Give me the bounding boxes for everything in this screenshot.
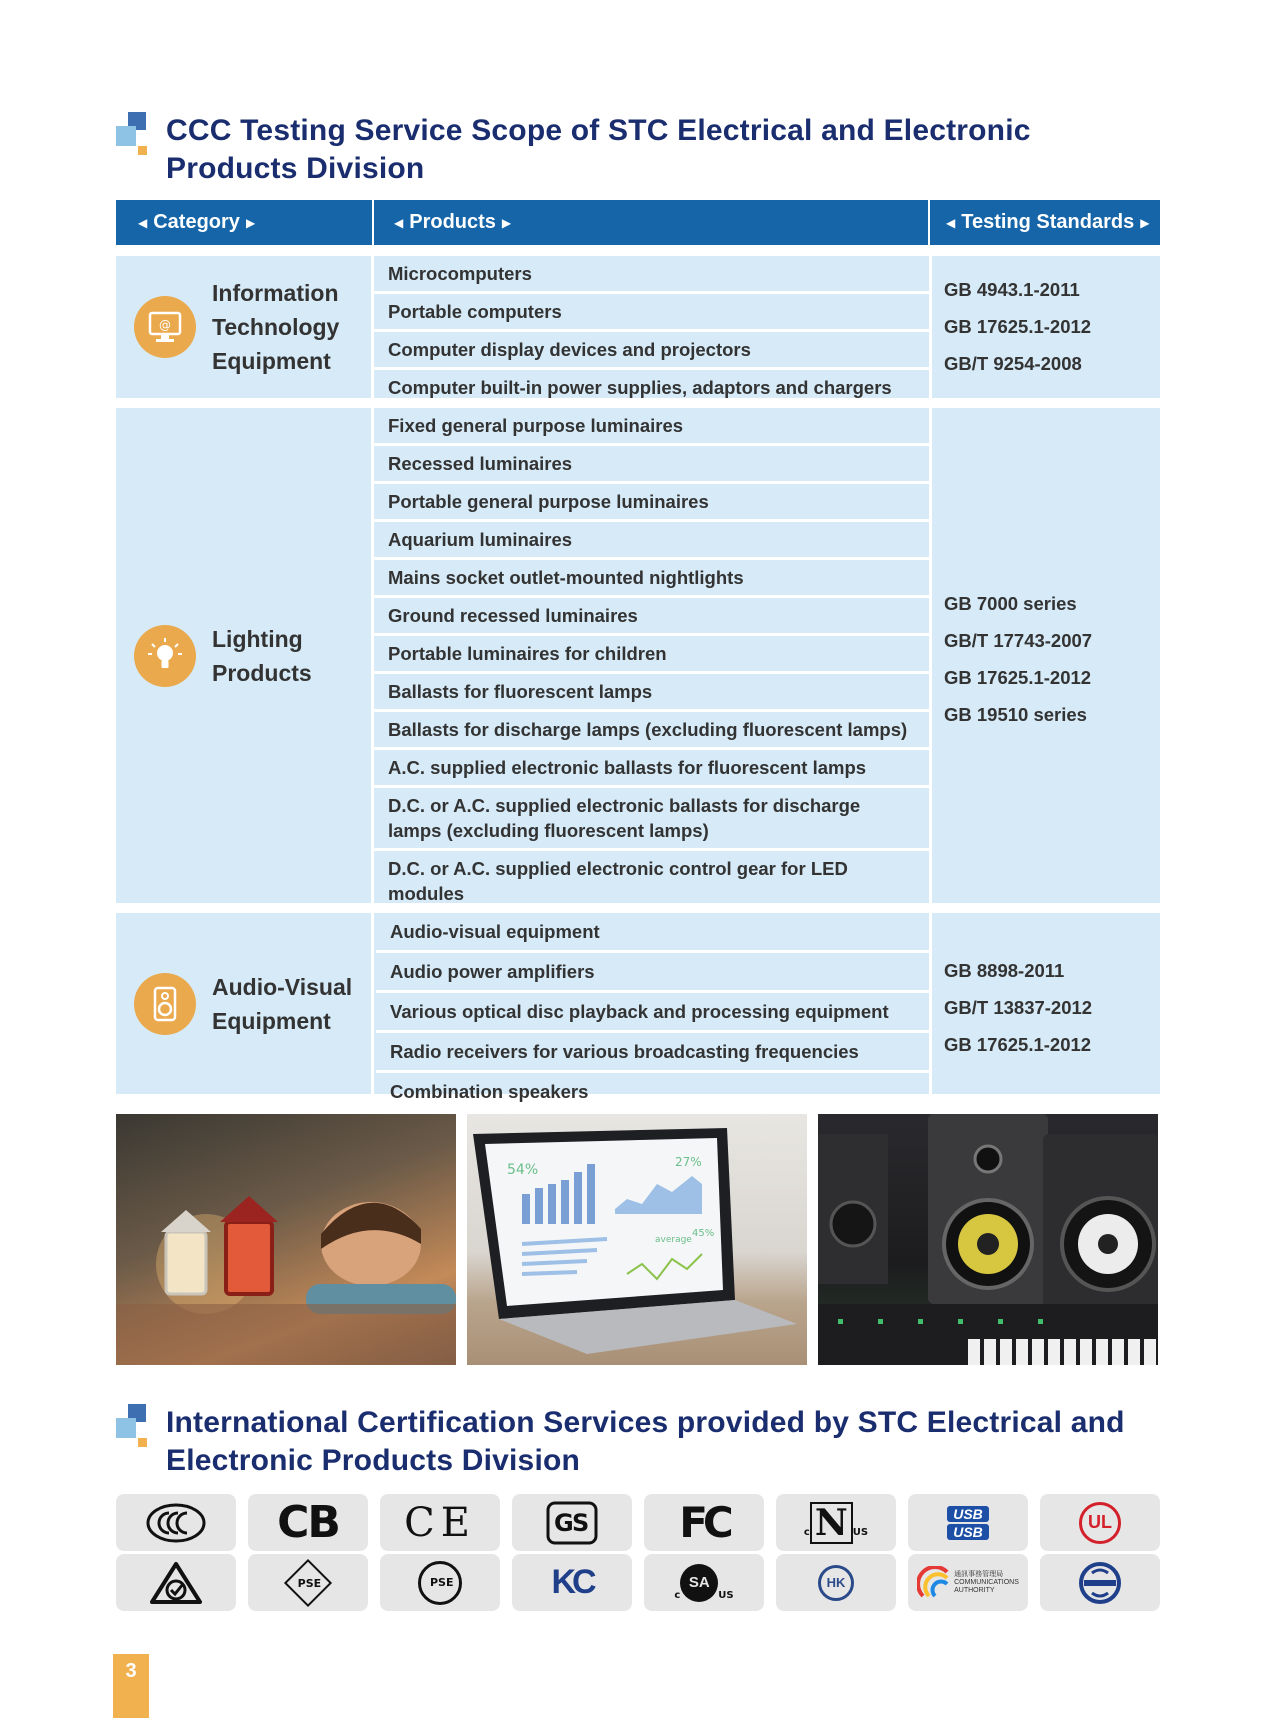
logo-text: HK — [826, 1575, 846, 1590]
table-header-products — [374, 200, 928, 245]
list-item: Computer built-in power supplies, adaptors and chargers — [388, 377, 892, 398]
list-item: A.C. supplied electronic ballasts for fluorescent lamps — [374, 750, 930, 788]
standard-item: GB/T 17743-2007 — [944, 630, 1093, 651]
stat-label: 27% — [675, 1155, 702, 1169]
list-item: Combination speakers — [390, 1081, 589, 1102]
list-item: Microcomputers — [374, 256, 930, 294]
usb-mark-icon — [908, 1494, 1028, 1551]
standard-item: GB/T 13837-2012 — [944, 997, 1093, 1018]
category-name — [212, 970, 352, 1038]
list-item: D.C. or A.C. supplied electronic control gear for LED modules — [388, 858, 848, 904]
logo-text: c — [674, 1590, 681, 1601]
category-name — [212, 276, 339, 378]
csa-mark-icon — [644, 1554, 764, 1611]
list-item: Computer display devices and projectors — [374, 332, 930, 370]
category-cell — [116, 256, 372, 398]
logo-text: KC — [551, 1563, 593, 1601]
monitor-icon — [134, 296, 196, 358]
logo-text: AUTHORITY — [954, 1586, 995, 1594]
nrtl-mark-icon — [776, 1494, 896, 1551]
section-title — [166, 1404, 1125, 1480]
table-header-category — [116, 200, 372, 245]
products-list — [374, 256, 930, 405]
list-item: Fixed general purpose luminaires — [374, 408, 930, 446]
list-item: Ground recessed luminaires — [374, 598, 930, 636]
page-number: 3 — [113, 1654, 149, 1718]
gs-mark-icon — [512, 1494, 632, 1551]
photo-laptop-dashboard — [467, 1114, 807, 1365]
list-item: Aquarium luminaires — [374, 522, 930, 560]
triangle-left-icon: ◀ — [394, 215, 404, 230]
logo-text: UL — [1088, 1512, 1112, 1532]
category-name — [212, 622, 312, 690]
logo-text: USB — [947, 1506, 989, 1522]
stat-label: 45% — [692, 1228, 715, 1239]
rcm-mark-icon — [116, 1554, 236, 1611]
standard-item: GB 17625.1-2012 — [944, 316, 1092, 337]
logo-text: SA — [688, 1574, 710, 1591]
section-title — [166, 112, 1031, 188]
section-title-line2: Electronic Products Division — [166, 1444, 581, 1477]
list-item: Ballasts for fluorescent lamps — [374, 674, 930, 712]
list-item: Various optical disc playback and processing equipment — [376, 993, 930, 1033]
standards-list — [932, 277, 1160, 388]
list-item: Radio receivers for various broadcasting frequencies — [376, 1033, 930, 1073]
ce-mark-icon — [380, 1494, 500, 1551]
standard-item: GB 19510 series — [944, 704, 1087, 725]
kc-mark-icon — [512, 1554, 632, 1611]
list-item: Audio-visual equipment — [376, 913, 930, 953]
stat-label: average — [655, 1235, 692, 1245]
section-title-line1: International Certification Services provided by STC Electrical and — [166, 1406, 1125, 1439]
logo-text: USB — [947, 1524, 989, 1540]
category-line: Lighting — [212, 625, 303, 652]
list-item: Portable general purpose luminaires — [374, 484, 930, 522]
lightbulb-icon — [134, 625, 196, 687]
standards-list — [932, 591, 1160, 739]
triangle-right-icon: ▶ — [1140, 215, 1150, 230]
stat-label: 54% — [507, 1162, 539, 1178]
photo-child-with-lanterns — [116, 1114, 456, 1365]
category-line: Equipment — [212, 1007, 331, 1034]
bsmi-mark-icon — [1040, 1554, 1160, 1611]
products-list — [374, 913, 930, 1110]
section-bullet-icon — [116, 112, 148, 156]
photo-studio-speakers — [818, 1114, 1158, 1365]
list-item: Audio power amplifiers — [376, 953, 930, 993]
section-title-line1: CCC Testing Service Scope of STC Electrical and Electronic — [166, 114, 1031, 147]
logo-text: US — [852, 1527, 869, 1538]
standard-item: GB 8898-2011 — [944, 960, 1065, 981]
standard-item: GB 17625.1-2012 — [944, 667, 1092, 688]
communications-authority-logo — [908, 1554, 1028, 1611]
logo-text: N — [810, 1502, 853, 1544]
list-item: Portable luminaires for children — [374, 636, 930, 674]
table-group-it-equipment — [116, 256, 1160, 398]
table-header-standards — [930, 200, 1160, 245]
list-item: D.C. or A.C. supplied electronic ballasts for discharge lamps (excluding fluorescent lamps) — [374, 788, 930, 851]
standard-item: GB 17625.1-2012 — [944, 1034, 1092, 1055]
triangle-left-icon: ◀ — [138, 215, 148, 230]
category-cell — [116, 913, 372, 1094]
speaker-icon — [134, 973, 196, 1035]
hk-mark-icon — [776, 1554, 896, 1611]
logo-text: c — [803, 1527, 810, 1538]
category-line: Products — [212, 659, 312, 686]
logo-text: PSE — [298, 1576, 322, 1589]
logo-text: PSE — [430, 1576, 454, 1589]
triangle-left-icon: ◀ — [946, 215, 956, 230]
cb-mark-icon — [248, 1494, 368, 1551]
logo-text: 通訊事務管理局 — [954, 1570, 1004, 1578]
standard-item: GB/T 9254-2008 — [944, 353, 1082, 374]
products-list — [374, 408, 930, 911]
list-item: Mains socket outlet-mounted nightlights — [374, 560, 930, 598]
header-label: Testing Standards — [961, 211, 1135, 233]
ul-mark-icon — [1040, 1494, 1160, 1551]
section-bullet-icon — [116, 1404, 148, 1448]
category-cell — [116, 408, 372, 903]
list-item: Ballasts for discharge lamps (excluding fluorescent lamps) — [374, 712, 930, 750]
header-label: Category — [153, 211, 240, 233]
list-item: Recessed luminaires — [374, 446, 930, 484]
svg-text:@: @ — [159, 318, 171, 332]
svg-text:S: S — [572, 1508, 590, 1537]
ccc-mark-icon — [116, 1494, 236, 1551]
triangle-right-icon: ▶ — [245, 215, 256, 230]
standard-item: GB 4943.1-2011 — [944, 279, 1080, 300]
standards-list — [932, 958, 1160, 1069]
table-group-audio-visual — [116, 913, 1160, 1102]
pse-diamond-icon — [248, 1554, 368, 1611]
category-line: Audio-Visual — [212, 973, 353, 1000]
list-item: Portable computers — [374, 294, 930, 332]
table-group-lighting — [116, 408, 1160, 903]
section-heading-ccc — [116, 112, 1031, 188]
pse-circle-icon — [380, 1554, 500, 1611]
fcc-mark-icon — [644, 1494, 764, 1551]
triangle-right-icon: ▶ — [501, 215, 512, 230]
section-heading-international — [116, 1404, 1125, 1480]
category-line: Information — [212, 280, 339, 306]
logo-text: CE — [404, 1499, 476, 1546]
section-title-line2: Products Division — [166, 152, 425, 185]
category-line: Equipment — [212, 348, 331, 374]
logo-text: CB — [277, 1497, 339, 1548]
logo-text: US — [718, 1590, 734, 1601]
svg-text:G: G — [554, 1508, 574, 1537]
standard-item: GB 7000 series — [944, 593, 1077, 614]
category-line: Technology — [212, 314, 340, 340]
header-label: Products — [409, 211, 496, 233]
logo-text: FC — [679, 1498, 729, 1547]
logo-text: COMMUNICATIONS — [954, 1578, 1019, 1586]
